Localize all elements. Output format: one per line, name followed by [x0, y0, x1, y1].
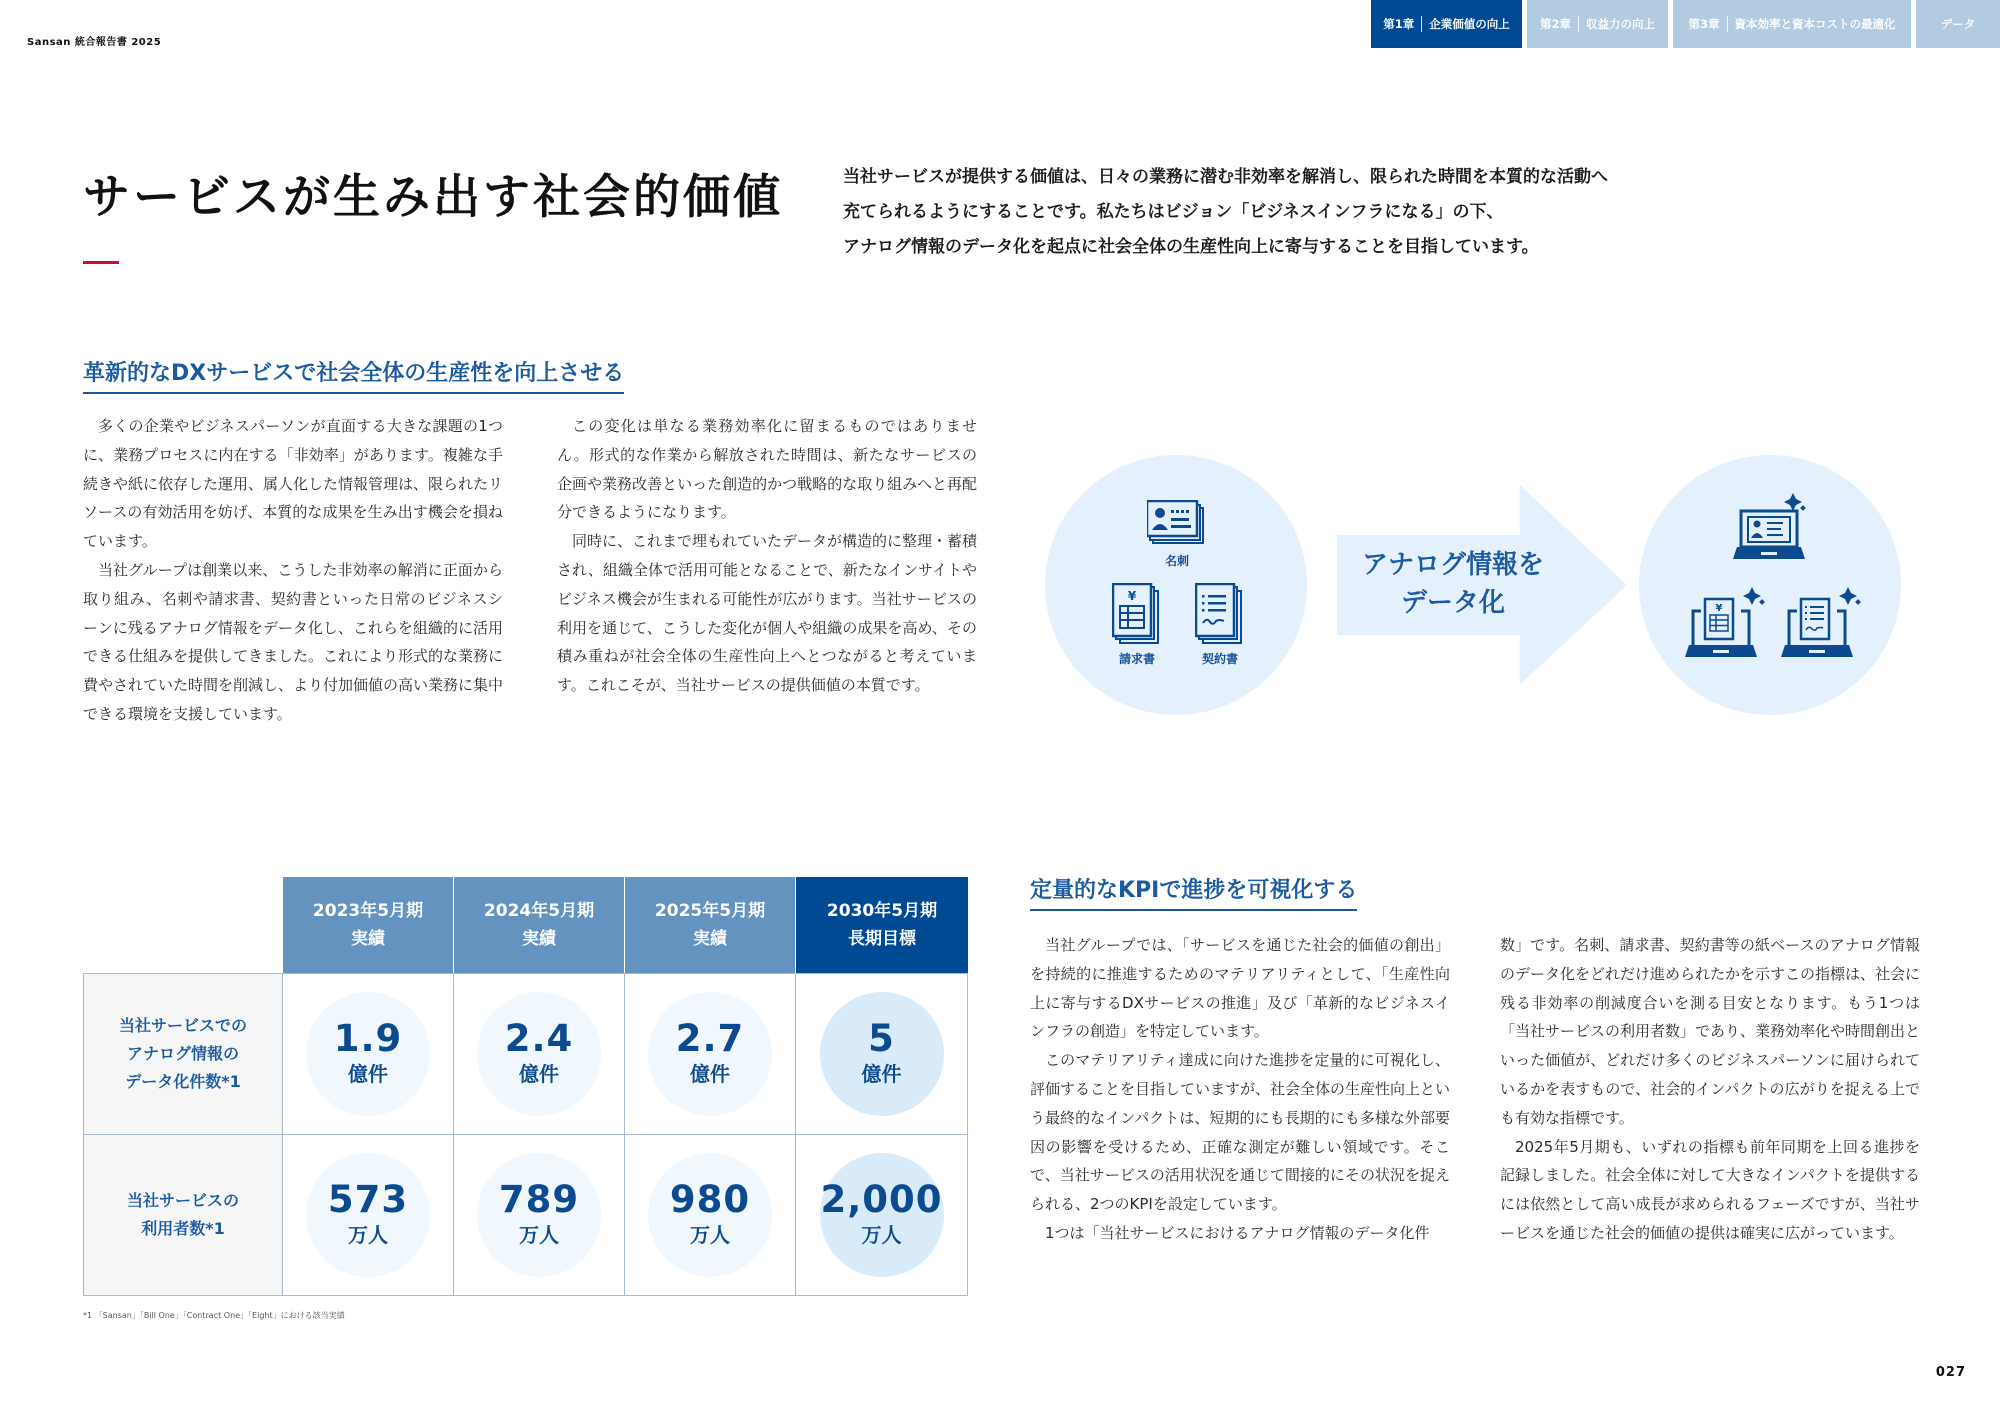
paragraph: 同時に、これまで埋もれていたデータが構造的に整理・蓄積され、組織全体で活用可能となることで、新たなインサイトやビジネス機会が生まれる可能性が広がります。当社サービスの利用を通じて、こうした変化が個人や組織の成果を高め、その積み重ねが社会全体の生産性向上へとつながると考えています。これこそが、当社サービスの提供価値の本質です。 — [557, 532, 978, 695]
body-column-3 — [1030, 931, 1450, 1248]
svg-text:¥: ¥ — [1127, 589, 1137, 603]
kpi-bubble — [306, 992, 430, 1116]
page-title: サービスが生み出す社会的価値 — [83, 170, 783, 225]
row-label-line: データ化件数*1 — [125, 1072, 241, 1091]
page-number: 027 — [1935, 1365, 1966, 1380]
tab-chapter-label: 収益力の向上 — [1586, 17, 1655, 31]
paragraph: 当社グループでは、「サービスを通じた社会的価値の創出」を持続的に推進するためのマテリアリティとして、「生産性向上に寄与するDXサービスの推進」及び「革新的なビジネスインフラの創造」を特定しています。 — [1030, 936, 1450, 1041]
kpi-unit: 万人 — [861, 1223, 902, 1247]
body-column-2 — [557, 412, 977, 700]
column-period: 2023年5月期 — [312, 901, 424, 921]
paragraph: 2025年5月期も、いずれの指標も前年同期を上回る進捗を記録しました。社会全体に対して大きなインパクトを提供するには依然として高い成長が求められるフェーズですが、当社サービスを通じた社会的価値の提供は確実に広がっています。 — [1500, 1137, 1920, 1242]
paragraph: この変化は単なる業務効率化に留まるものではありません。形式的な作業から解放された時間は、新たなサービスの企画や業務改善といった創造的かつ戦略的な取り組みへと再配分できるようになります。 — [557, 417, 977, 522]
lead-line: 当社サービスが提供する価値は、日々の業務に潜む非効率を解消し、限られた時間を本質的な活動へ — [843, 167, 1608, 187]
column-type: 実績 — [693, 929, 727, 949]
sparkle-icon — [1743, 587, 1761, 605]
tab-chapter-label: 資本効率と資本コストの最適化 — [1734, 17, 1896, 31]
column-type: 実績 — [351, 929, 385, 949]
kpi-unit: 億件 — [348, 1062, 388, 1086]
tab-chapter-number: 第1章 — [1383, 16, 1422, 32]
tab-chapter-3[interactable] — [1673, 0, 1911, 48]
kpi-cell — [454, 974, 625, 1134]
icon-label-contract: 契約書 — [1201, 652, 1238, 666]
tab-chapter-number: 第2章 — [1540, 16, 1579, 32]
column-header — [454, 877, 625, 973]
row-label-line: 当社サービスの — [126, 1191, 239, 1210]
kpi-value: 2,000 — [820, 1178, 943, 1221]
title-accent-rule — [83, 261, 119, 264]
column-type: 実績 — [522, 929, 556, 949]
kpi-cell-target — [796, 974, 968, 1134]
tab-chapter-2[interactable] — [1527, 0, 1668, 48]
business-card-icon — [1147, 500, 1207, 546]
kpi-bubble-target — [820, 992, 944, 1116]
kpi-bubble — [648, 992, 772, 1116]
tab-chapter-label: 企業価値の向上 — [1429, 17, 1510, 31]
laptop-invoice-icon — [1685, 587, 1775, 659]
body-column-1 — [83, 412, 503, 729]
kpi-value: 573 — [327, 1178, 409, 1221]
kpi-cell — [283, 974, 454, 1134]
paragraph: 1つは「当社サービスにおけるアナログ情報のデータ化件 — [1045, 1223, 1430, 1242]
digitization-diagram — [1045, 455, 1901, 715]
column-period: 2024年5月期 — [483, 901, 595, 921]
analog-circle — [1045, 455, 1307, 715]
row-label-line: 当社サービスでの — [118, 1016, 247, 1035]
column-header — [625, 877, 796, 973]
kpi-value: 5 — [868, 1017, 895, 1060]
row-label — [84, 974, 283, 1134]
kpi-unit: 万人 — [519, 1223, 559, 1247]
kpi-value: 1.9 — [333, 1017, 403, 1060]
kpi-value: 789 — [498, 1178, 580, 1221]
paragraph: このマテリアリティ達成に向けた進捗を定量的に可視化し、評価することを目指していますが、社会全体の生産性向上という最終的なインパクトは、短期的にも長期的にも多様な外部要因の影響を受けるため、正確な測定が難しい領域です。そこで、当社サービスの活用状況を通じて間接的にその状況を捉えられる、2つのKPIを設定しています。 — [1030, 1051, 1451, 1214]
column-header-target — [796, 877, 968, 973]
table-row-data-count — [83, 973, 968, 1135]
kpi-value: 2.7 — [675, 1017, 745, 1060]
arrow-label-line: データ化 — [1400, 588, 1505, 618]
svg-text:¥: ¥ — [1715, 603, 1723, 614]
report-brand: Sansan 統合報告書 2025 — [27, 37, 162, 48]
sparkle-icon — [1784, 493, 1802, 511]
column-type: 長期目標 — [848, 929, 916, 949]
column-header — [283, 877, 454, 973]
kpi-unit: 億件 — [690, 1062, 730, 1086]
sparkle-icon — [1839, 587, 1857, 605]
section-heading-dx: 革新的なDXサービスで社会全体の生産性を向上させる — [83, 356, 624, 394]
arrow-label-line: アナログ情報を — [1361, 550, 1544, 580]
invoice-icon — [1112, 583, 1162, 645]
icon-label-business-card: 名刺 — [1164, 554, 1189, 568]
laptop-business-card-icon — [1733, 493, 1823, 559]
kpi-value: 2.4 — [504, 1017, 574, 1060]
kpi-value: 980 — [669, 1178, 751, 1221]
tab-chapter-number: 第3章 — [1688, 16, 1727, 32]
kpi-table — [83, 877, 968, 1296]
laptop-contract-icon — [1781, 587, 1871, 659]
lead-line: アナログ情報のデータ化を起点に社会全体の生産性向上に寄与することを目指しています。 — [843, 237, 1539, 257]
icon-label-invoice: 請求書 — [1118, 652, 1155, 666]
paragraph: 数」です。名刺、請求書、契約書等の紙ベースのアナログ情報のデータ化をどれだけ進められたかを示すこの指標は、社会に残る非効率の削減度合いを測る目安となります。もう1つは「当社サービスの利用者数」であり、業務効率化や時間創出といった価値が、どれだけ多くのビジネスパーソンに届けられているかを表すもので、社会的インパクトの広がりを捉える上でも有効な指標です。 — [1500, 936, 1921, 1127]
row-label-line: アナログ情報の — [126, 1044, 239, 1063]
kpi-cell — [625, 1135, 796, 1295]
row-label — [84, 1135, 283, 1295]
column-period: 2030年5月期 — [826, 901, 938, 921]
kpi-unit: 億件 — [861, 1062, 902, 1086]
paragraph: 当社グループは創業以来、こうした非効率の解消に正面から取り組み、名刺や請求書、契約書といった日常のビジネスシーンに残るアナログ情報をデータ化し、これらを組織的に活用できる仕組みを提供してきました。これにより形式的な業務に費やされていた時間を削減し、より付加価値の高い業務に集中できる環境を支援しています。 — [83, 560, 504, 723]
tab-chapter-label: データ — [1940, 17, 1976, 31]
table-footnote: *1 「Sansan」「Bill One」「Contract One」「Eight」における該当実績 — [83, 1311, 345, 1320]
kpi-unit: 万人 — [348, 1223, 388, 1247]
lead-line: 充てられるようにすることです。私たちはビジョン「ビジネスインフラになる」の下、 — [843, 202, 1504, 222]
kpi-bubble — [648, 1153, 772, 1277]
kpi-bubble — [306, 1153, 430, 1277]
arrow-label — [1337, 546, 1569, 622]
paragraph: 多くの企業やビジネスパーソンが直面する大きな課題の1つに、業務プロセスに内在する「非効率」があります。複雑な手続きや紙に依存した運用、属人化した情報管理は、限られたリソースの有効活用を妨げ、本質的な成果を生み出す機会を損ねています。 — [83, 417, 504, 551]
section-heading-kpi: 定量的なKPIで進捗を可視化する — [1030, 873, 1357, 911]
kpi-bubble — [477, 1153, 601, 1277]
contract-icon — [1195, 583, 1245, 645]
table-row-users — [83, 1135, 968, 1296]
chapter-nav — [1371, 0, 2000, 48]
row-label-line: 利用者数*1 — [141, 1219, 225, 1238]
kpi-unit: 億件 — [519, 1062, 559, 1086]
kpi-table-header — [283, 877, 968, 973]
kpi-cell-target — [796, 1135, 968, 1295]
kpi-unit: 万人 — [690, 1223, 730, 1247]
lead-text — [843, 160, 1743, 265]
kpi-bubble-target — [820, 1153, 944, 1277]
tab-chapter-1[interactable] — [1371, 0, 1522, 48]
kpi-cell — [454, 1135, 625, 1295]
column-period: 2025年5月期 — [654, 901, 766, 921]
body-column-4 — [1500, 931, 1920, 1248]
kpi-cell — [625, 974, 796, 1134]
kpi-cell — [283, 1135, 454, 1295]
tab-data[interactable] — [1916, 0, 2000, 48]
kpi-bubble — [477, 992, 601, 1116]
